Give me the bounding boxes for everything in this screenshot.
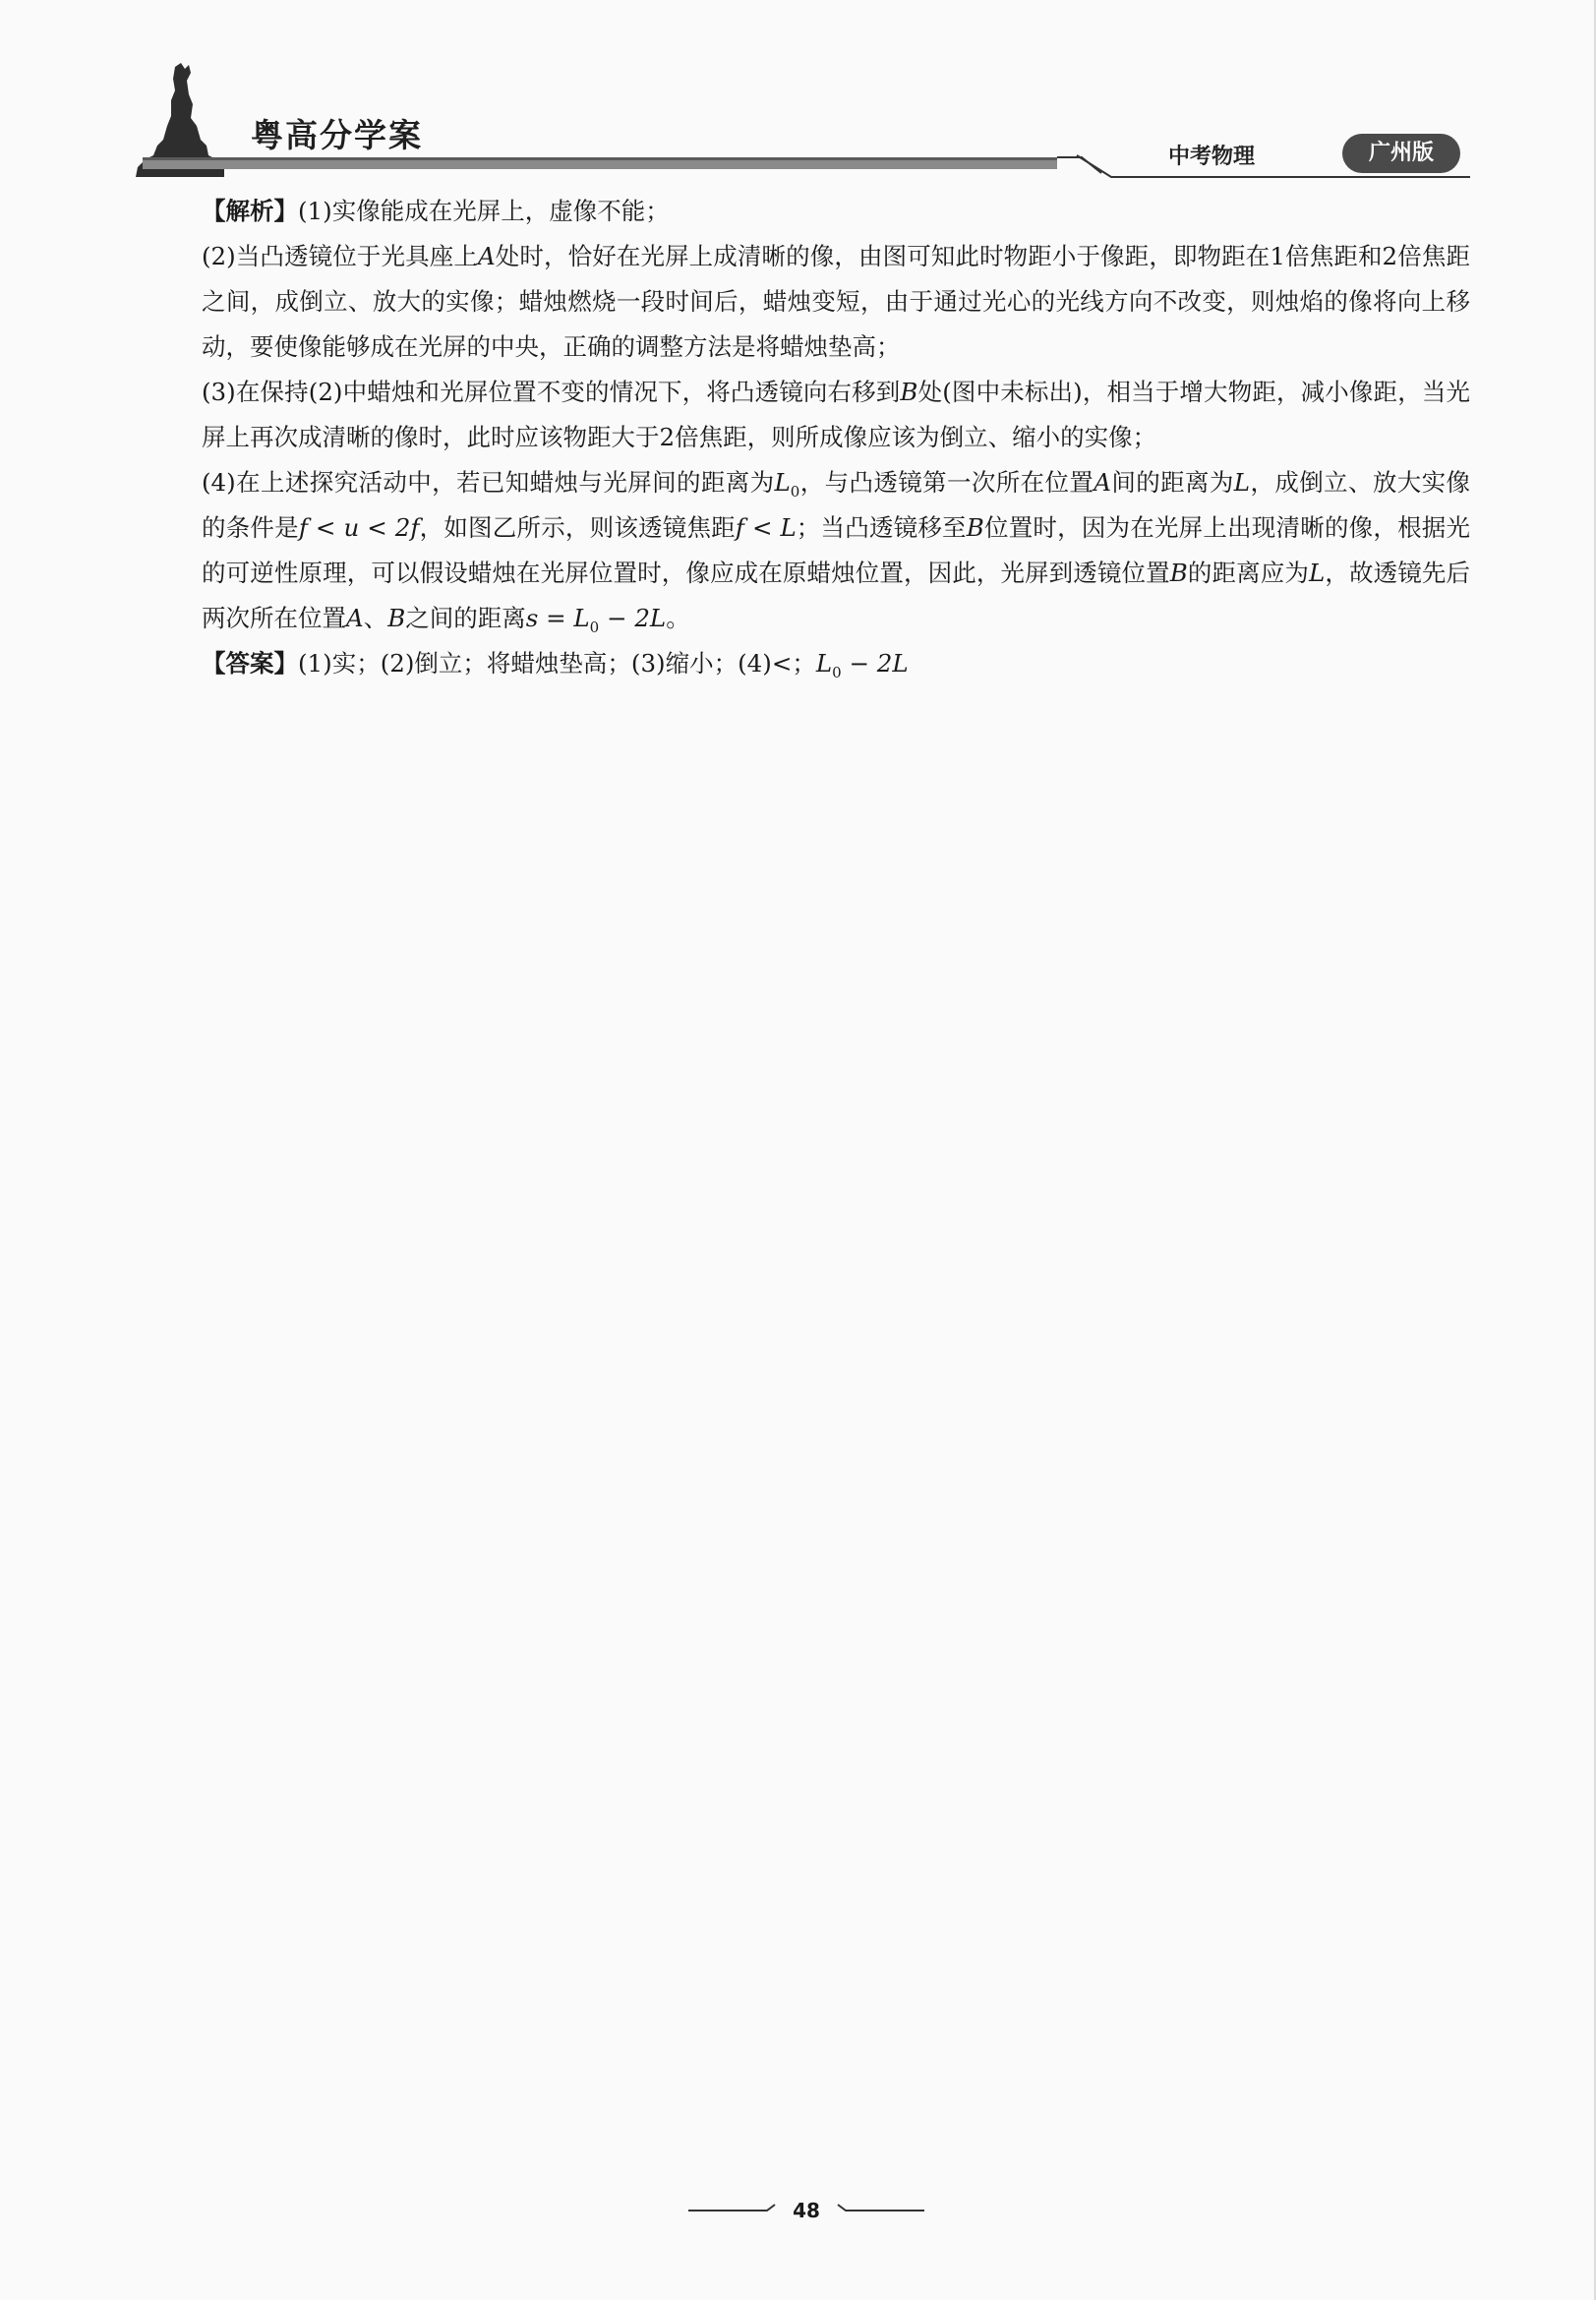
solution-content bbox=[202, 189, 1470, 686]
answer-tag: 【答案】 bbox=[202, 649, 298, 678]
page-number: 48 bbox=[793, 2199, 820, 2222]
edition-badge: 广州版 bbox=[1342, 134, 1460, 173]
header-title: 粤高分学案 bbox=[251, 116, 423, 154]
page-footer bbox=[688, 2191, 924, 2230]
subject-label: 中考物理 bbox=[1168, 145, 1256, 169]
analysis-paragraph-2: (2)当凸透镜位于光具座上A处时，恰好在光屏上成清晰的像，由图可知此时物距小于像距，即物距在1倍焦距和2倍焦距之间，成倒立、放大的实像；蜡烛燃烧一段时间后，蜡烛变短，由于通过光心的光线方向不改变，则烛焰的像将向上移动，要使像能够成在光屏的中央，正确的调整方法是将蜡烛垫高； bbox=[202, 242, 1470, 361]
header-rule bbox=[143, 146, 1470, 181]
analysis-paragraph-3: (3)在保持(2)中蜡烛和光屏位置不变的情况下，将凸透镜向右移到B处(图中未标出)，相当于增大物距，减小像距，当光屏上再次成清晰的像时，此时应该物距大于2倍焦距，则所成像应该为倒立、缩小的实像； bbox=[202, 378, 1470, 451]
answer-paragraph: 【答案】(1)实；(2)倒立；将蜡烛垫高；(3)缩小；(4)<；$L_0 - 2L$ bbox=[202, 649, 909, 681]
analysis-tag: 【解析】 bbox=[202, 197, 298, 225]
analysis-paragraph-4: (4)在上述探究活动中，若已知蜡烛与光屏间的距离为$L_0$，与凸透镜第一次所在位置A间的距离为L，成倒立、放大实像的条件是f < u < 2f，如图乙所示，则该透镜焦距f < L；当凸透镜移至B位置时，因为在光屏上出现清晰的像，根据光的可逆性原理，可以假设蜡烛在光屏位置时，像应成在原蜡烛位置，因此，光屏到透镜位置B的距离应为L，故透镜先后两次所在位置A、B之间的距离$s = L_0 - 2L$。 bbox=[202, 468, 1471, 636]
analysis-paragraph-1: 【解析】(1)实像能成在光屏上，虚像不能； bbox=[202, 197, 670, 225]
